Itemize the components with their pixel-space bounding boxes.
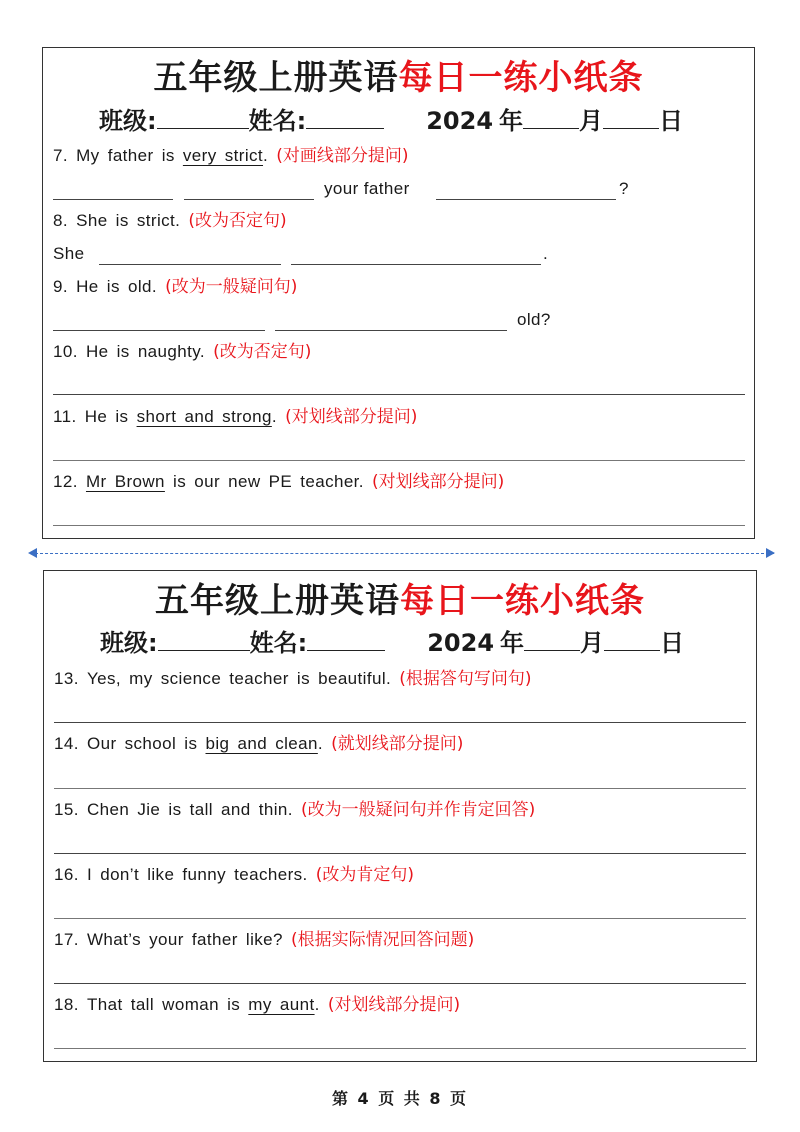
class-blank[interactable] [157,106,249,129]
arrow-right-icon [766,548,775,558]
name-label: 姓名: [249,629,308,657]
answer-blank[interactable] [53,330,265,331]
month-blank[interactable] [523,106,579,129]
answer-line[interactable] [54,788,746,789]
day-blank[interactable] [604,628,660,651]
class-label: 班级: [100,629,158,657]
answer-text: She [53,244,85,263]
answer-line[interactable] [54,853,746,854]
answer-line[interactable] [54,983,746,984]
class-blank[interactable] [158,628,250,651]
name-blank[interactable] [307,628,385,651]
answer-text: . [543,244,549,263]
name-blank[interactable] [306,106,384,129]
answer-text: ? [619,179,629,198]
question-7: 7. My father is very strict. (对画线部分提问) [53,146,409,166]
question-15: 15. Chen Jie is tall and thin. (改为一般疑问句并作肯定回答) [54,800,536,820]
card-title: 五年级上册英语每日一练小纸条 [153,58,644,98]
answer-line[interactable] [53,394,745,395]
answer-blank[interactable] [184,199,314,200]
question-14: 14. Our school is big and clean. (就划线部分提问) [54,734,464,754]
answer-blank[interactable] [291,264,541,265]
answer-blank[interactable] [436,199,616,200]
question-10: 10. He is naughty. (改为否定句) [53,342,312,362]
exercise-card-2 [43,570,757,1062]
day-blank[interactable] [603,106,659,129]
student-info-line: 班级: 姓名: 2024 年 月 日 [99,107,684,135]
month-blank[interactable] [524,628,580,651]
answer-blank[interactable] [53,199,173,200]
exercise-card-1 [42,47,755,539]
year-value: 2024 [427,629,495,657]
answer-line[interactable] [53,525,745,526]
question-9: 9. He is old. (改为一般疑问句) [53,277,298,297]
question-17: 17. What’s your father like? (根据实际情况回答问题) [54,930,475,950]
answer-blank[interactable] [275,330,507,331]
question-18: 18. That tall woman is my aunt. (对划线部分提问) [54,995,461,1015]
answer-line[interactable] [53,460,745,461]
cut-line-separator [30,553,774,554]
year-value: 2024 [426,107,494,135]
arrow-left-icon [28,548,37,558]
page-number: 第 4 页 共 8 页 [331,1089,469,1108]
answer-blank[interactable] [99,264,281,265]
question-13: 13. Yes, my science teacher is beautiful. (根据答句写问句) [54,669,532,689]
question-16: 16. I don’t like funny teachers. (改为肯定句) [54,865,415,885]
answer-text: old? [517,310,551,329]
question-11: 11. He is short and strong. (对划线部分提问) [53,407,418,427]
question-12: 12. Mr Brown is our new PE teacher. (对划线部分提问) [53,472,505,492]
answer-line[interactable] [54,918,746,919]
question-8: 8. She is strict. (改为否定句) [53,211,287,231]
student-info-line: 班级: 姓名: 2024 年 月 日 [100,629,685,657]
answer-text: your father [324,179,410,198]
answer-line[interactable] [54,1048,746,1049]
class-label: 班级: [99,107,157,135]
answer-line[interactable] [54,722,746,723]
card-title: 五年级上册英语每日一练小纸条 [155,581,645,621]
name-label: 姓名: [248,107,307,135]
